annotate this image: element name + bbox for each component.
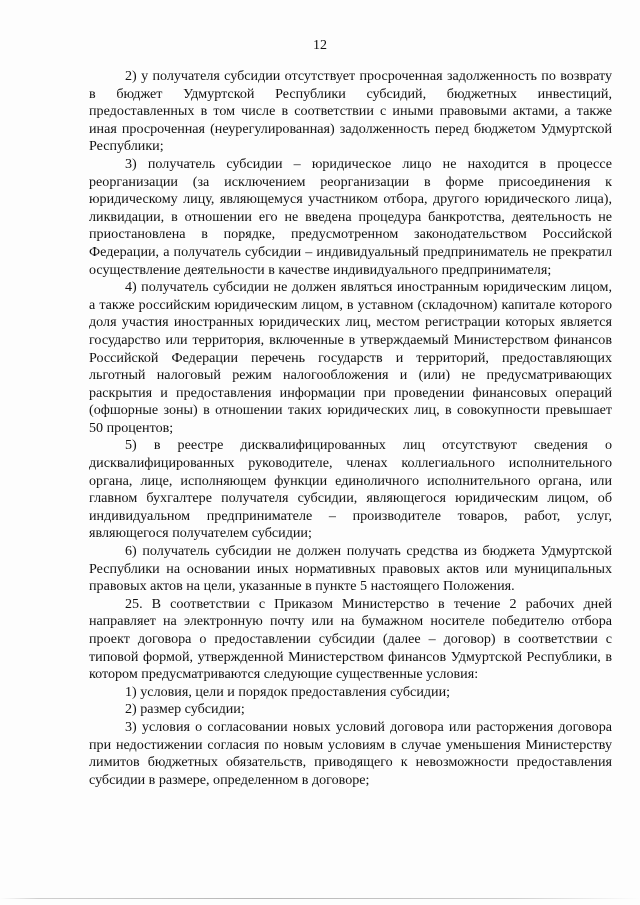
paragraph-item-3: 3) получатель субсидии – юридическое лицо не находится в процессе реорганизации (за исключением реорганизации в форме присоединения к юридическому лицу, являющемуся участником отбора, другого юридического лица), ликвидации, в отношении его не введена процедура банкротства, деятельность не приостановлена в порядке, предусмотренном законодательством Российской Федерации, а получатель субсидии – индивидуальный предприниматель не прекратил осуществление деятельности в качестве индивидуального предпринимателя;	[89, 155, 612, 278]
page-number: 12	[313, 38, 327, 53]
paragraph-condition-1: 1) условия, цели и порядок предоставления субсидии;	[125, 683, 451, 700]
paragraph-item-2: 2) у получателя субсидии отсутствует просроченная задолженность по возврату в бюджет Удмуртской Республики субсидий, бюджетных инвестиций, предоставленных в том числе в соответствии с иными правовыми актами, а также иная просроченная (неурегулированная) задолженность перед бюджетом Удмуртской Республики;	[89, 68, 612, 155]
scan-edge-divider	[0, 898, 640, 899]
paragraph-clause-25: 25. В соответствии с Приказом Министерство в течение 2 рабочих дней направляет на электронную почту или на бумажном носителе победителю отбора проект договора о предоставлении субсидии (далее – договор) в соответствии с типовой формой, утвержденной Министерством финансов Удмуртской Республики, в котором предусматриваются следующие существенные условия:	[89, 595, 612, 683]
paragraph-item-6: 6) получатель субсидии не должен получать средства из бюджета Удмуртской Республики на основании иных нормативных правовых актов или муниципальных правовых актов на цели, указанные в пункте 5 настоящего Положения.	[89, 543, 612, 595]
paragraph-condition-2: 2) размер субсидии;	[125, 701, 245, 718]
paragraph-item-5: 5) в реестре дисквалифицированных лиц отсутствуют сведения о дисквалифицированных руководителе, членах коллегиального исполнительного органа, лице, исполняющем функции единоличного исполнительного органа, или главном бухгалтере получателя субсидии, являющегося юридическим лицом, об индивидуальном предпринимателе – производителе товаров, работ, услуг, являющегося получателем субсидии;	[89, 437, 612, 542]
paragraph-condition-3: 3) условия о согласовании новых условий договора или расторжения договора при недостижении согласия по новым условиям в случае уменьшения Министерству лимитов бюджетных обязательств, приводящего к невозможности предоставления субсидии в размере, определенном в договоре;	[89, 718, 612, 788]
document-body	[89, 68, 612, 789]
paragraph-item-4: 4) получатель субсидии не должен являться иностранным юридическим лицом, а также российским юридическим лицом, в уставном (складочном) капитале которого доля участия иностранных юридических лиц, местом регистрации которых является государство или территория, включенные в утверждаемый Министерством финансов Российской Федерации перечень государств и территорий, предоставляющих льготный налоговый режим налогообложения и (или) не предусматривающих раскрытия и предоставления информации при проведении финансовых операций (офшорные зоны) в отношении таких юридических лиц, в совокупности превышает 50 процентов;	[89, 279, 612, 436]
